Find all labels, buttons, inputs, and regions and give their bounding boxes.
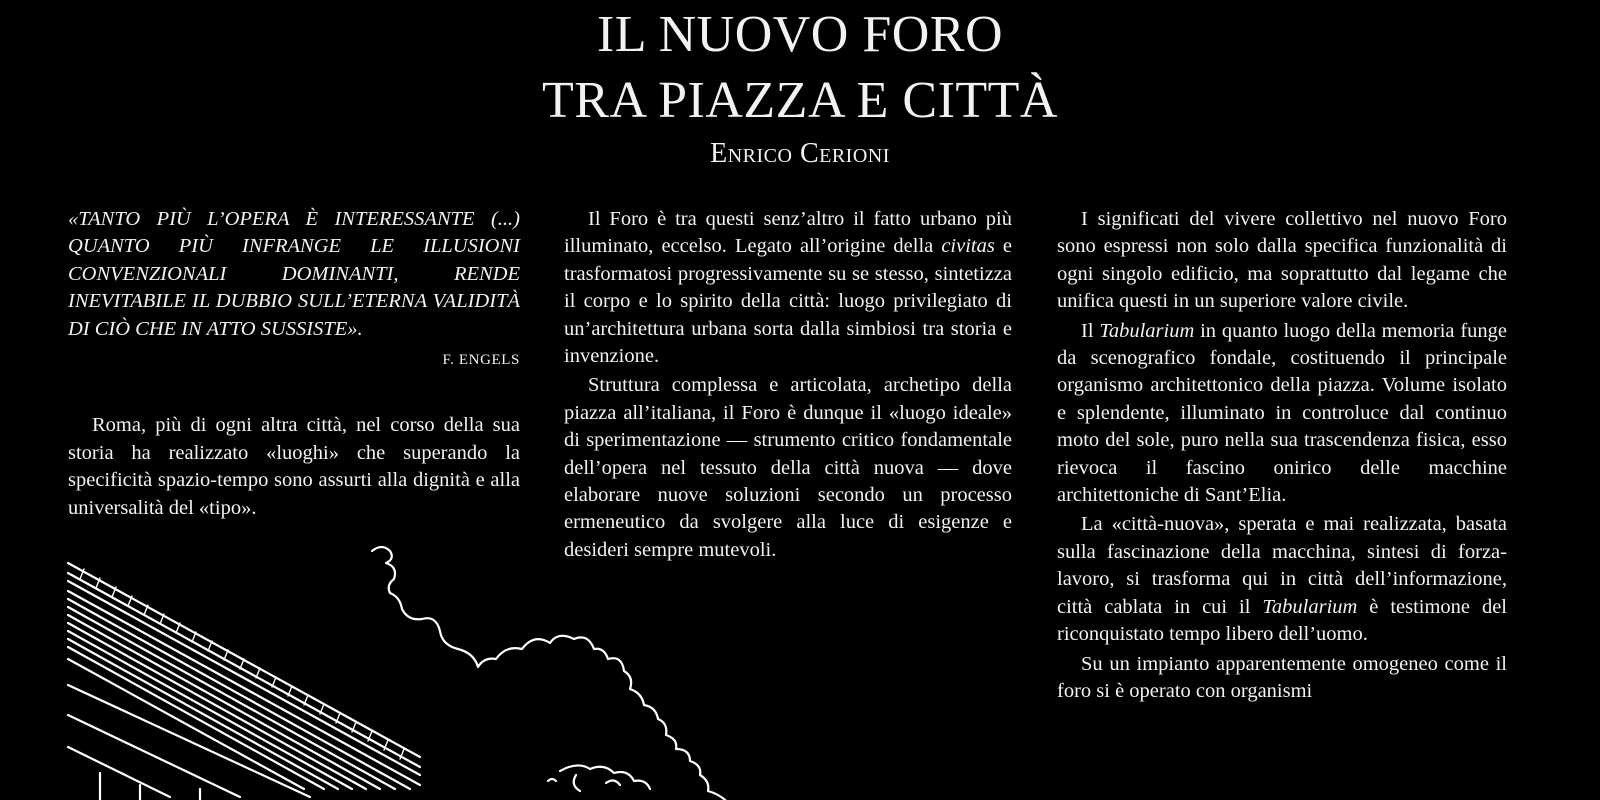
article-title bbox=[0, 2, 1600, 134]
cloud-outline bbox=[372, 547, 750, 800]
ground-detail bbox=[548, 775, 620, 791]
epigraph-quote: «TANTO PIÙ L’OPERA È INTERESSANTE (...) QUANTO PIÙ INFRANGE LE ILLUSIONI CONVENZIONALI DOMINANTI, RENDE INEVITABILE IL DUBBIO SULL’ETERNA VALIDITÀ DI CIÒ CHE IN ATTO SUSSISTE». bbox=[68, 208, 520, 340]
building-facade bbox=[68, 685, 310, 800]
italic-term-tabularium: Tabularium bbox=[1099, 319, 1195, 342]
intro-paragraph: Roma, più di ogni altra città, nel corso della sua storia ha realizzato «luoghi» che superando la specificità spazio-tempo sono assurti alla dignità e alla universalità del «tipo». bbox=[68, 414, 520, 519]
column-middle bbox=[564, 206, 1012, 564]
article-author: Enrico Cerioni bbox=[710, 138, 890, 169]
title-line-2: TRA PIAZZA E CITTÀ bbox=[542, 72, 1058, 129]
paragraph-foro-origin: Il Foro è tra questi senz’altro il fatto urbano più illuminato, eccelso. Legato all’origine della civitas e trasformatosi progressivamente su se stesso, sintetizza il corpo e lo spirito della città: luogo privilegiato di un’architettura urbana sorta dalla simbiosi tra storia e invenzione. bbox=[564, 208, 1012, 368]
paragraph-tabularium: Il Tabularium in quanto luogo della memoria funge da scenografico fondale, costituendo il principale organismo architettonico della piazza. Volume isolato e splendente, illuminato in controluce dal continuo moto del sole, puro nella sua trascendenza fisica, esso rievoca il fascino onirico delle macchine architettoniche di Sant’Elia. bbox=[1057, 319, 1507, 507]
paragraph-impianto: Su un impianto apparentemente omogeneo come il foro si è operato con organismi bbox=[1057, 652, 1507, 702]
column-left bbox=[68, 206, 520, 522]
paragraph-collective-meanings: I significati del vivere collettivo nel nuovo Foro sono espressi non solo dalla specifica funzionalità di ogni singolo edificio, ma soprattutto dal legame che unifica questi in un superiore valore civile. bbox=[1057, 208, 1507, 313]
column-right bbox=[1057, 206, 1507, 705]
title-line-1: IL NUOVO FORO bbox=[596, 6, 1004, 63]
italic-term-civitas: civitas bbox=[941, 235, 995, 258]
paragraph-foro-structure: Struttura complessa e articolata, archetipo della piazza all’italiana, il Foro è dunque il «luogo ideale» di sperimentazione — strumento critico fondamentale dell’opera nel tessuto della città nuova — dove elaborare nuove soluzioni secondo un processo ermeneutico da svolgere alla luce di esigenze e desideri sempre mutevoli. bbox=[564, 374, 1012, 561]
roof-cornice bbox=[68, 563, 420, 789]
paragraph-citta-nuova: La «città-nuova», sperata e mai realizzata, basata sulla fascinazione della macchina, sintesi di forza-lavoro, si trasforma qui in città dell’informazione, città cablata in cui il Tabularium è testimone del riconquistato tempo libero dell’uomo. bbox=[1057, 513, 1508, 646]
architectural-illustration bbox=[0, 535, 1060, 800]
italic-term-tabularium-2: Tabularium bbox=[1262, 595, 1358, 618]
epigraph-attribution: F. ENGELS bbox=[442, 352, 520, 369]
